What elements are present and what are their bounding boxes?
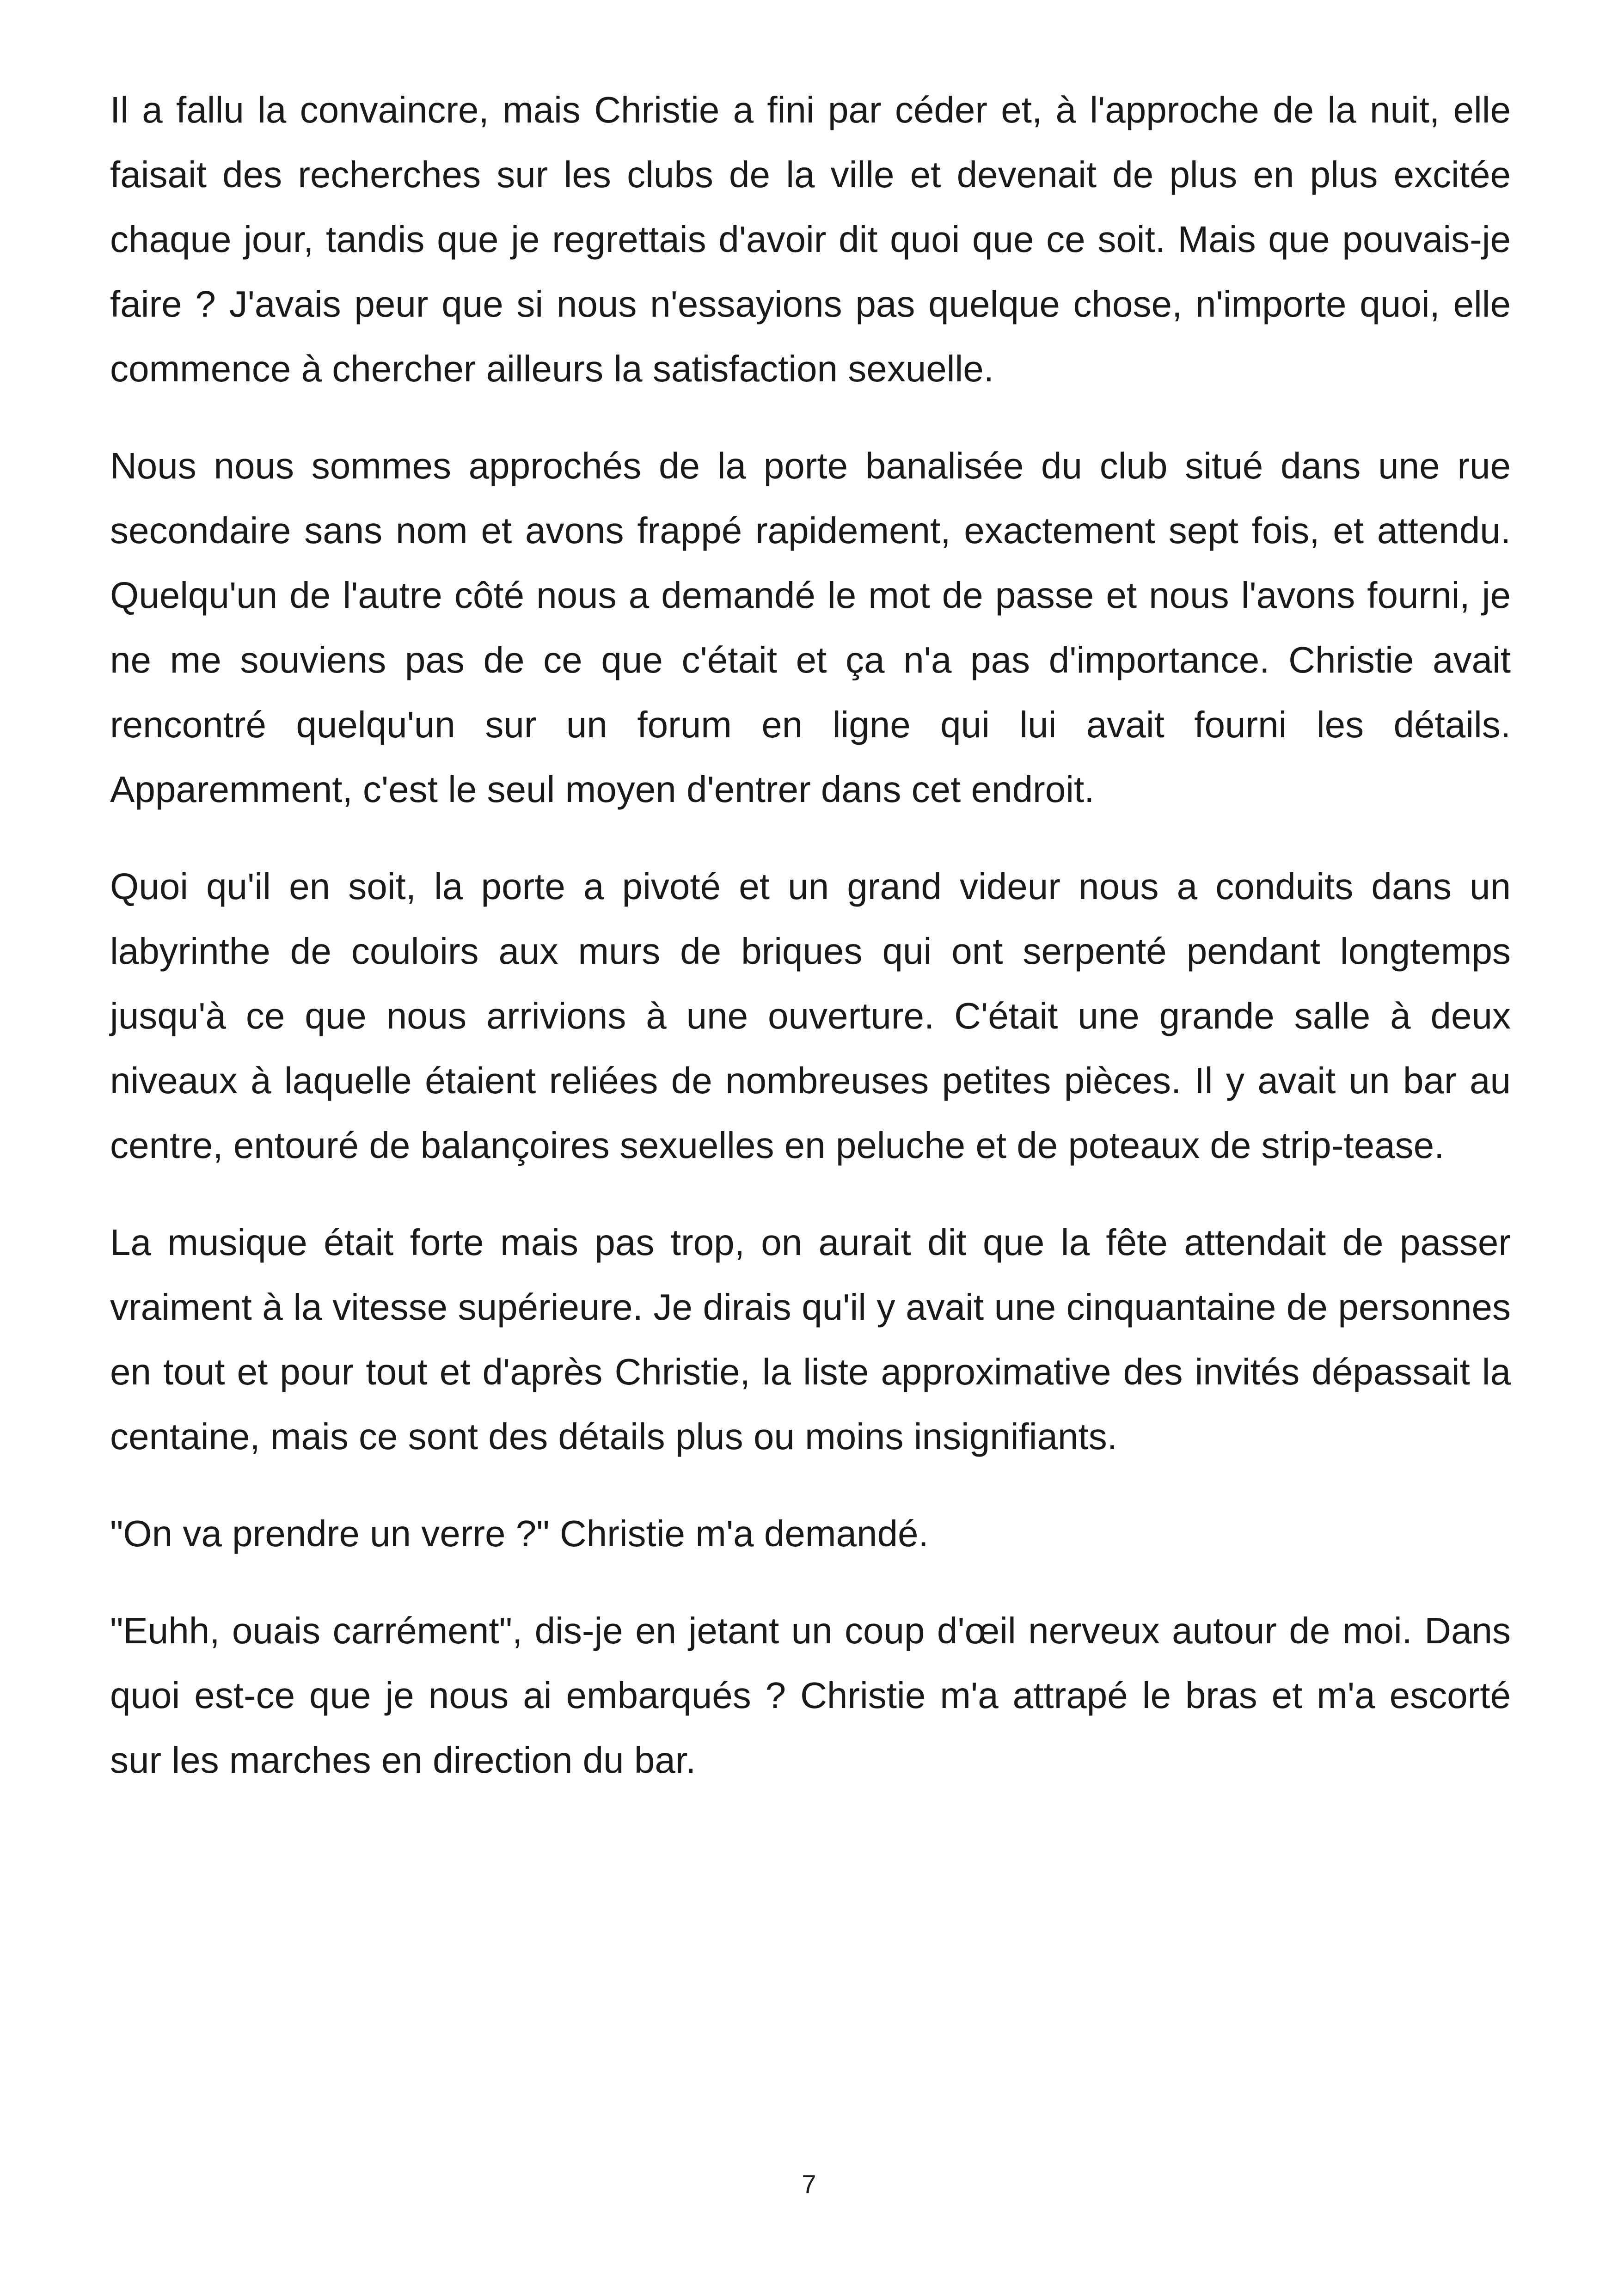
paragraph-4: La musique était forte mais pas trop, on aurait dit que la fête attendait de passer vraiment à la vitesse supérieure. Je dirais qu'il y avait une cinquantaine de personnes en tout et pour tout et d'après Christie, la liste approximative des invités dépassait la centaine, mais ce sont des détails plus ou moins insignifiants. <box>110 1222 1511 1457</box>
paragraph-1: Il a fallu la convaincre, mais Christie a fini par céder et, à l'approche de la nuit, elle faisait des recherches sur les clubs de la ville et devenait de plus en plus excitée chaque jour, tandis que je regrettais d'avoir dit quoi que ce soit. Mais que pouvais-je faire ? J'avais peur que si nous n'essayions pas quelque chose, n'importe quoi, elle commence à chercher ailleurs la satisfaction sexuelle. <box>110 89 1511 389</box>
paragraph-2: Nous nous sommes approchés de la porte banalisée du club situé dans une rue secondaire sans nom et avons frappé rapidement, exactement sept fois, et attendu. Quelqu'un de l'autre côté nous a demandé le mot de passe et nous l'avons fourni, je ne me souviens pas de ce que c'était et ça n'a pas d'importance. Christie avait rencontré quelqu'un sur un forum en ligne qui lui avait fourni les détails. Apparemment, c'est le seul moyen d'entrer dans cet endroit. <box>110 445 1511 810</box>
paragraph-5-dialogue: "On va prendre un verre ?" Christie m'a demandé. <box>110 1513 929 1554</box>
page-number: 7 <box>802 2169 816 2198</box>
paragraph-3: Quoi qu'il en soit, la porte a pivoté et un grand videur nous a conduits dans un labyrinthe de couloirs aux murs de briques qui ont serpenté pendant longtemps jusqu'à ce que nous arrivions à une ouverture. C'était une grande salle à deux niveaux à laquelle étaient reliées de nombreuses petites pièces. Il y avait un bar au centre, entouré de balançoires sexuelles en peluche et de poteaux de strip-tease. <box>110 866 1511 1166</box>
document-body <box>110 78 1511 1793</box>
paragraph-6-dialogue: "Euhh, ouais carrément", dis-je en jetant un coup d'œil nerveux autour de moi. Dans quoi est-ce que je nous ai embarqués ? Christie m'a attrapé le bras et m'a escorté sur les marches en direction du bar. <box>110 1610 1511 1781</box>
